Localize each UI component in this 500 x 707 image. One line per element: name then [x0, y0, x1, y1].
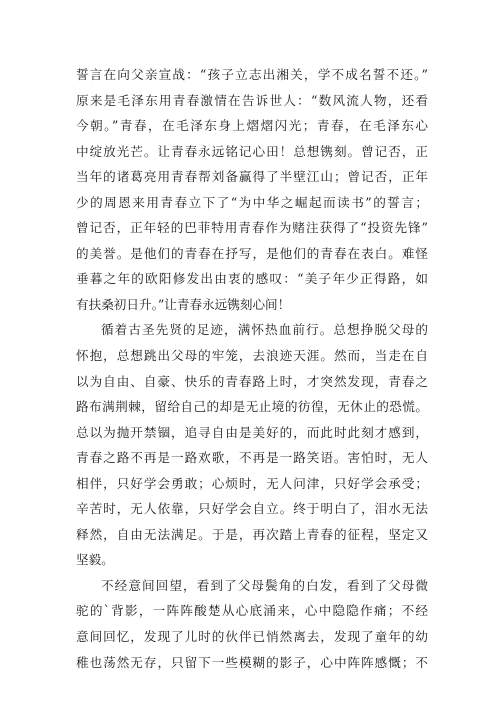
text-line: 驼的`背影，一阵阵酸楚从心底涌来，心中隐隐作痛；不经	[76, 603, 428, 619]
paragraph-1	[76, 62, 428, 317]
text-line: 总以为抛开禁锢，追寻自由是美好的，而此时此刻才感到，	[76, 424, 428, 440]
paragraph-2	[76, 317, 428, 572]
text-line: 不经意间回望，看到了父母鬓角的白发，看到了父母微	[101, 577, 428, 593]
text-line: 以为自由、自豪、快乐的青春路上时，才突然发现，青春之	[76, 373, 428, 389]
text-line: 青春之路不再是一路欢歌，不再是一路笑语。害怕时，无人	[76, 450, 428, 466]
text-line: 怀抱，总想跳出父母的牢笼，去浪迹天涯。然而，当走在自	[76, 348, 428, 364]
document-page	[76, 62, 428, 675]
text-line: 释然，自由无法满足。于是，再次踏上青春的征程，坚定又	[76, 526, 428, 542]
text-line: 坚毅。	[76, 552, 114, 568]
text-line: 循着古圣先贤的足迹，满怀热血前行。总想挣脱父母的	[101, 322, 428, 338]
text-line: 的美誉。是他们的青春在抒写，是他们的青春在表白。难怪	[76, 245, 428, 261]
text-line: 今朝。”青春，在毛泽东身上熠熠闪光；青春，在毛泽东心	[76, 118, 428, 134]
text-line: 意间回忆，发现了儿时的伙伴已悄然离去，发现了童年的幼	[76, 629, 428, 645]
text-line: 路布满荆棘，留给自己的却是无止境的彷徨，无休止的恐慌。	[76, 399, 428, 415]
paragraph-3	[76, 573, 428, 675]
text-line: 当年的诸葛亮用青春帮刘备赢得了半壁江山；曾记否，正年	[76, 169, 428, 185]
text-line: 垂暮之年的欧阳修发出由衷的感叹：“美子年少正得路，如	[76, 271, 428, 287]
text-line: 原来是毛泽东用青春激情在告诉世人：“数风流人物，还看	[76, 92, 428, 108]
text-line: 稚也荡然无存，只留下一些模糊的影子，心中阵阵感慨；不	[76, 654, 428, 670]
text-line: 中绽放光芒。让青春永远铭记心田！总想镌刻。曾记否，正	[76, 143, 428, 159]
text-line: 曾记否，正年轻的巴菲特用青春作为赌注获得了“投资先锋”	[76, 220, 428, 236]
text-line: 少的周恩来用青春立下了“为中华之崛起而读书”的誓言；	[76, 194, 428, 210]
text-line: 有扶桑初日升。”让青春永远镌刻心间！	[76, 296, 291, 312]
text-line: 辛苦时，无人依靠，只好学会自立。终于明白了，泪水无法	[76, 501, 428, 517]
text-line: 相伴，只好学会勇敢；心烦时，无人问津，只好学会承受；	[76, 475, 428, 491]
text-line: 誓言在向父亲宣战：“孩子立志出湘关，学不成名誓不还。”	[76, 67, 428, 82]
